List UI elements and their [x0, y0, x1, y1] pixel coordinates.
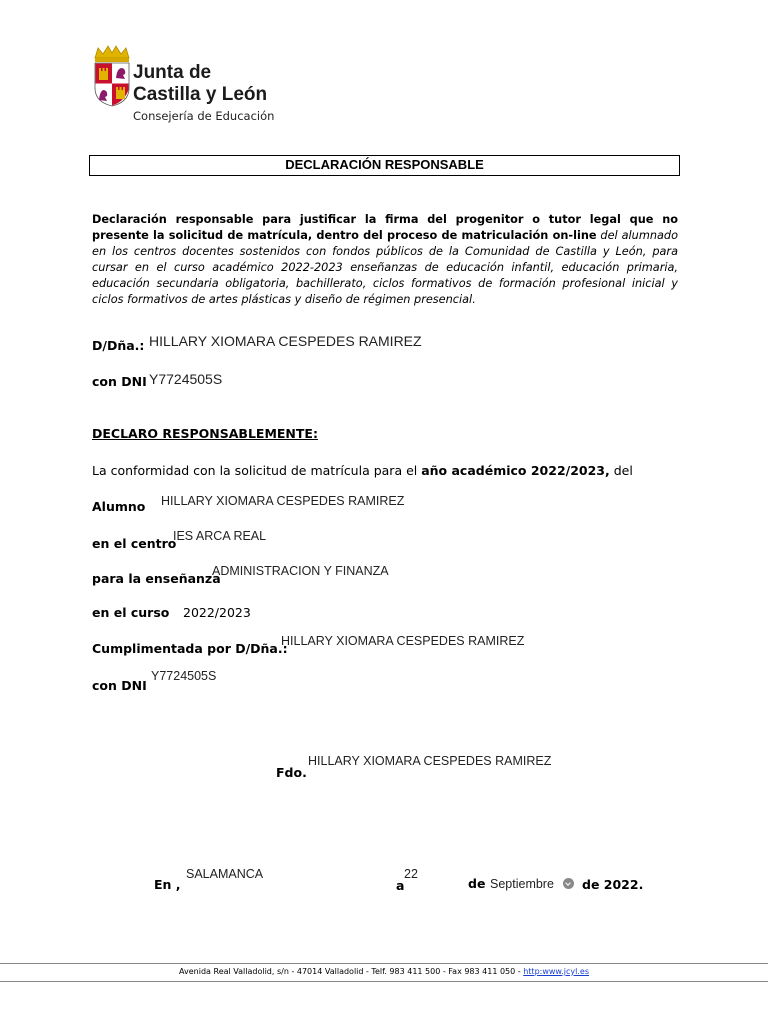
dni-field[interactable]: Y7724505S [149, 371, 223, 387]
a-label: a [396, 878, 405, 893]
dni-label: con DNI [92, 374, 147, 389]
alumno-label: Alumno [92, 499, 146, 514]
logo-title-line1: Junta de [133, 62, 212, 83]
ensenanza-label: para la enseñanza [92, 571, 221, 586]
chevron-down-icon[interactable] [563, 878, 574, 889]
footer-link[interactable]: http:www.jcyl.es [523, 967, 589, 976]
conform-start: La conformidad con la solicitud de matrícula para el [92, 463, 422, 478]
dna-field[interactable]: HILLARY XIOMARA CESPEDES RAMIREZ [149, 333, 422, 349]
cumplimentada-label: Cumplimentada por D/Dña.: [92, 641, 288, 656]
month-value: Septiembre [490, 877, 554, 891]
year-label: de 2022. [582, 877, 644, 892]
ensenanza-field[interactable]: ADMINISTRACION Y FINANZA [212, 564, 389, 578]
conformidad-text [92, 463, 633, 478]
fdo-field[interactable]: HILLARY XIOMARA CESPEDES RAMIREZ [308, 754, 552, 768]
conform-bold: año académico 2022/2023, [421, 463, 610, 478]
month-select[interactable] [490, 877, 574, 891]
conform-end: del [609, 463, 633, 478]
centro-field[interactable]: IES ARCA REAL [173, 529, 267, 543]
centro-label: en el centro [92, 536, 177, 551]
declaro-heading: DECLARO RESPONSABLEMENTE: [92, 426, 318, 441]
logo-title-line2: Castilla y León [133, 84, 268, 105]
en-label: En , [154, 877, 181, 892]
dna-label: D/Dña.: [92, 338, 145, 353]
cumplimentada-field[interactable]: HILLARY XIOMARA CESPEDES RAMIREZ [281, 634, 525, 648]
logo-subtitle: Consejería de Educación [133, 109, 275, 123]
curso-label: en el curso [92, 605, 170, 620]
dni2-label: con DNI [92, 678, 147, 693]
intro-bold: Declaración responsable para justificar la firma del progenitor o tutor legal que no presente la solicitud de matrícula, dentro del proceso de matriculación on-line [92, 213, 678, 242]
de-label: de [468, 876, 486, 891]
footer-address: Avenida Real Valladolid, s/n - 47014 Valladolid - Telf. 983 411 500 - Fax 983 411 050 - [179, 967, 524, 976]
day-field[interactable]: 22 [404, 867, 418, 881]
fdo-label: Fdo. [276, 765, 307, 780]
footer [0, 967, 768, 976]
page-title: DECLARACIÓN RESPONSABLE [89, 155, 680, 176]
footer-divider-bottom [0, 981, 768, 982]
dni2-field[interactable]: Y7724505S [151, 669, 217, 683]
intro-italic: del alumnado en los centros docentes sostenidos con fondos públicos de la Comunidad de Castilla y León, para cursar en el curso académico 2022-2023 enseñanzas de educación infantil, educación primaria, educación secundaria obligatoria, bachillerato, ciclos formativos de formación profesional inicial y ciclos formativos de artes plásticas y diseño de régimen presencial. [92, 229, 678, 306]
city-field[interactable]: SALAMANCA [186, 867, 264, 881]
alumno-field[interactable]: HILLARY XIOMARA CESPEDES RAMIREZ [161, 494, 405, 508]
footer-divider-top [0, 963, 768, 964]
coat-of-arms-icon [92, 44, 132, 124]
intro-paragraph [92, 212, 678, 308]
curso-value: 2022/2023 [183, 605, 251, 620]
